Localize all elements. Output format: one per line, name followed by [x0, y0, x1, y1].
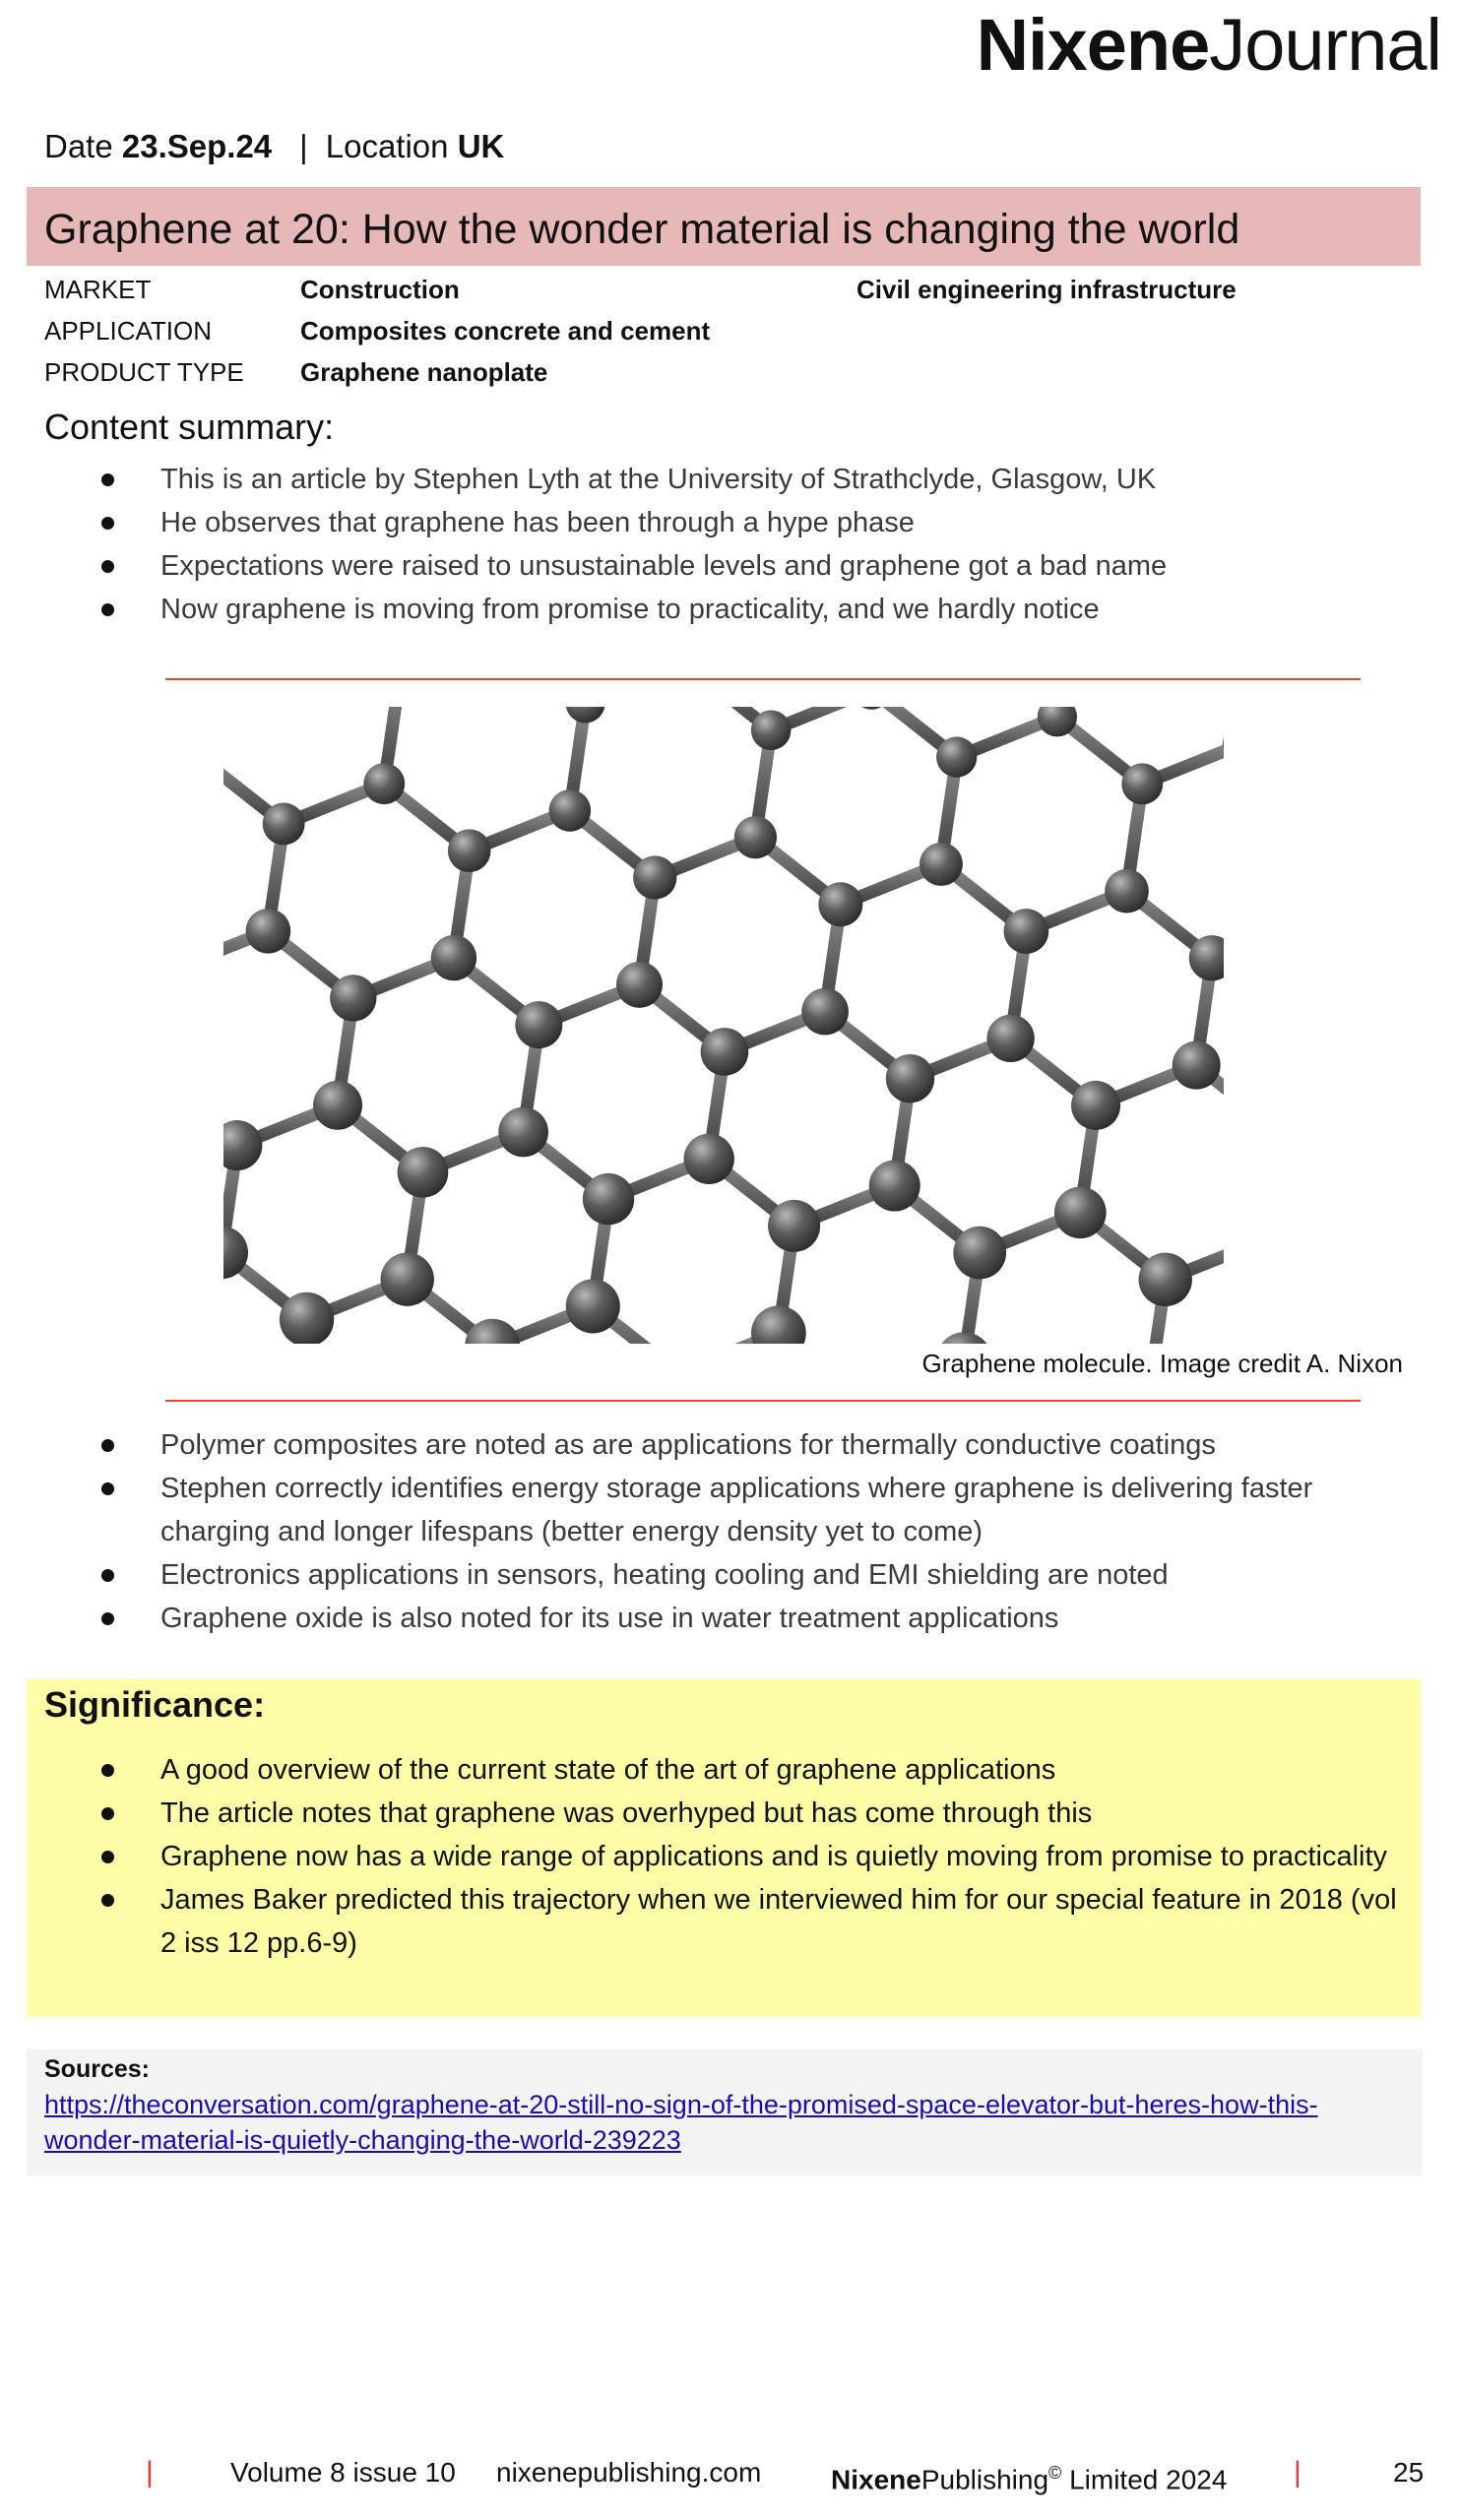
- carbon-atom: [330, 975, 376, 1021]
- product-type-label: PRODUCT TYPE: [44, 357, 244, 387]
- footer-page-number: 25: [1393, 2457, 1425, 2488]
- carbon-atom: [246, 909, 291, 954]
- content-summary-heading: Content summary:: [44, 407, 335, 447]
- carbon-atom: [566, 1279, 620, 1333]
- footer-publisher-bold: Nixene: [831, 2464, 921, 2495]
- bullet-icon: [101, 1807, 114, 1820]
- application-value: Composites concrete and cement: [300, 316, 711, 346]
- bullet-icon: [101, 1894, 114, 1907]
- carbon-atom: [953, 1227, 1006, 1280]
- list-item: James Baker predicted this trajectory when we interviewed him for our special feature in 2018 (vol 2 iss 12 pp.6-9): [44, 1878, 1413, 1965]
- carbon-atom: [633, 855, 676, 899]
- carbon-atom: [986, 1015, 1034, 1062]
- summary-list: [44, 458, 1403, 631]
- bullet-icon: [101, 1612, 114, 1625]
- carbon-atom: [263, 802, 305, 845]
- carbon-atom: [801, 988, 849, 1036]
- list-item: Polymer composites are noted as are applications for thermally conductive coatings: [44, 1423, 1403, 1467]
- copyright-mark: ©: [1048, 2463, 1062, 2483]
- product-type-value: Graphene nanoplate: [300, 357, 548, 387]
- significance-heading: Significance:: [44, 1684, 266, 1725]
- carbon-atom: [920, 843, 963, 886]
- list-item: Stephen correctly identifies energy storage applications where graphene is delivering faster charging and longer lifespans (better energy density yet to come): [44, 1467, 1403, 1553]
- carbon-atom: [869, 1161, 920, 1212]
- bullet-icon: [101, 1851, 114, 1863]
- list-item: Graphene oxide is also noted for its use in water treatment applications: [44, 1597, 1403, 1640]
- carbon-atom: [465, 1319, 520, 1344]
- carbon-atom: [1054, 1186, 1107, 1238]
- carbon-atom: [684, 1134, 734, 1184]
- carbon-atom: [363, 763, 405, 804]
- carbon-atom: [701, 1028, 749, 1076]
- dateline: [44, 124, 504, 169]
- carbon-atom: [1004, 909, 1049, 954]
- carbon-atom: [448, 829, 491, 872]
- footer-bar-left: |: [146, 2456, 154, 2488]
- carbon-atom: [381, 1252, 434, 1305]
- carbon-atom: [498, 1107, 548, 1158]
- dateline-separator: |: [299, 128, 308, 164]
- date-value: 23.Sep.24: [121, 128, 273, 164]
- carbon-atom: [616, 962, 663, 1008]
- list-item: The article notes that graphene was overhyped but has come through this: [44, 1792, 1413, 1835]
- market-label: MARKET: [44, 275, 152, 304]
- sources-heading: Sources:: [44, 2055, 150, 2083]
- carbon-atom: [818, 882, 862, 926]
- logo-brand-regular: Journal: [1209, 4, 1441, 86]
- article-title: Graphene at 20: How the wonder material is changing the world: [44, 206, 1240, 253]
- details-list: [44, 1423, 1403, 1640]
- carbon-atom: [431, 935, 476, 980]
- source-link[interactable]: https://theconversation.com/graphene-at-20-still-no-sign-of-the-promised-space-elevator-but-heres-how-this-wonder-material-is-quietly-changing-the-world-239223: [44, 2090, 1318, 2155]
- bullet-icon: [101, 603, 114, 616]
- carbon-atom: [751, 1305, 806, 1344]
- journal-logo: [977, 6, 1441, 85]
- list-item: He observes that graphene has been through a hype phase: [44, 501, 1403, 544]
- carbon-atom: [734, 816, 777, 858]
- location-value: UK: [457, 128, 505, 164]
- footer-site: nixenepublishing.com: [496, 2457, 762, 2488]
- figure-caption: Graphene molecule. Image credit A. Nixon: [921, 1349, 1403, 1378]
- divider-bottom: [165, 1400, 1361, 1402]
- carbon-atom: [936, 1332, 991, 1344]
- carbon-atom: [1173, 1041, 1221, 1090]
- significance-list: [44, 1748, 1413, 1965]
- graphene-molecule-image: [223, 707, 1224, 1344]
- divider-top: [165, 678, 1361, 680]
- carbon-atom: [751, 711, 792, 751]
- bullet-icon: [101, 1764, 114, 1777]
- bullet-icon: [101, 473, 114, 486]
- footer-bar-right: |: [1294, 2456, 1301, 2488]
- footer-publisher-tail: Limited 2024: [1061, 2464, 1228, 2495]
- date-label: Date: [44, 128, 113, 164]
- carbon-atom: [223, 1120, 262, 1170]
- carbon-atom: [1121, 763, 1163, 804]
- carbon-atom: [1105, 869, 1149, 914]
- footer-publisher: [831, 2453, 1227, 2499]
- carbon-atom: [1071, 1081, 1120, 1130]
- footer-volume: Volume 8 issue 10: [230, 2457, 456, 2488]
- list-item: Now graphene is moving from promise to practicality, and we hardly notice: [44, 588, 1403, 631]
- list-item: Electronics applications in sensors, heating cooling and EMI shielding are noted: [44, 1553, 1403, 1597]
- graphene-lattice-illustration: [223, 707, 1224, 1344]
- market-value-secondary: Civil engineering infrastructure: [856, 275, 1237, 304]
- carbon-atom: [886, 1054, 934, 1102]
- list-item: A good overview of the current state of the art of graphene applications: [44, 1748, 1413, 1792]
- bullet-icon: [101, 560, 114, 573]
- carbon-atom: [566, 707, 605, 723]
- list-item: Graphene now has a wide range of applications and is quietly moving from promise to practicality: [44, 1835, 1413, 1878]
- list-item: This is an article by Stephen Lyth at the University of Strathclyde, Glasgow, UK: [44, 458, 1403, 501]
- bullet-icon: [101, 1482, 114, 1495]
- carbon-atom: [515, 1001, 562, 1048]
- carbon-atom: [549, 789, 592, 832]
- bullet-icon: [101, 517, 114, 530]
- location-label: Location: [325, 128, 449, 164]
- market-value: Construction: [300, 275, 460, 304]
- carbon-atom: [768, 1200, 820, 1252]
- bullet-icon: [101, 1569, 114, 1582]
- carbon-atom: [583, 1173, 634, 1225]
- bullet-icon: [101, 1439, 114, 1452]
- carbon-atom: [398, 1147, 449, 1198]
- carbon-atom: [1139, 1253, 1192, 1306]
- logo-brand-bold: Nixene: [976, 4, 1210, 86]
- carbon-atom: [313, 1081, 362, 1130]
- footer-publisher-rest: Publishing: [920, 2464, 1049, 2495]
- application-label: APPLICATION: [44, 316, 213, 346]
- list-item: Expectations were raised to unsustainable levels and graphene got a bad name: [44, 544, 1403, 588]
- carbon-atom: [936, 736, 977, 777]
